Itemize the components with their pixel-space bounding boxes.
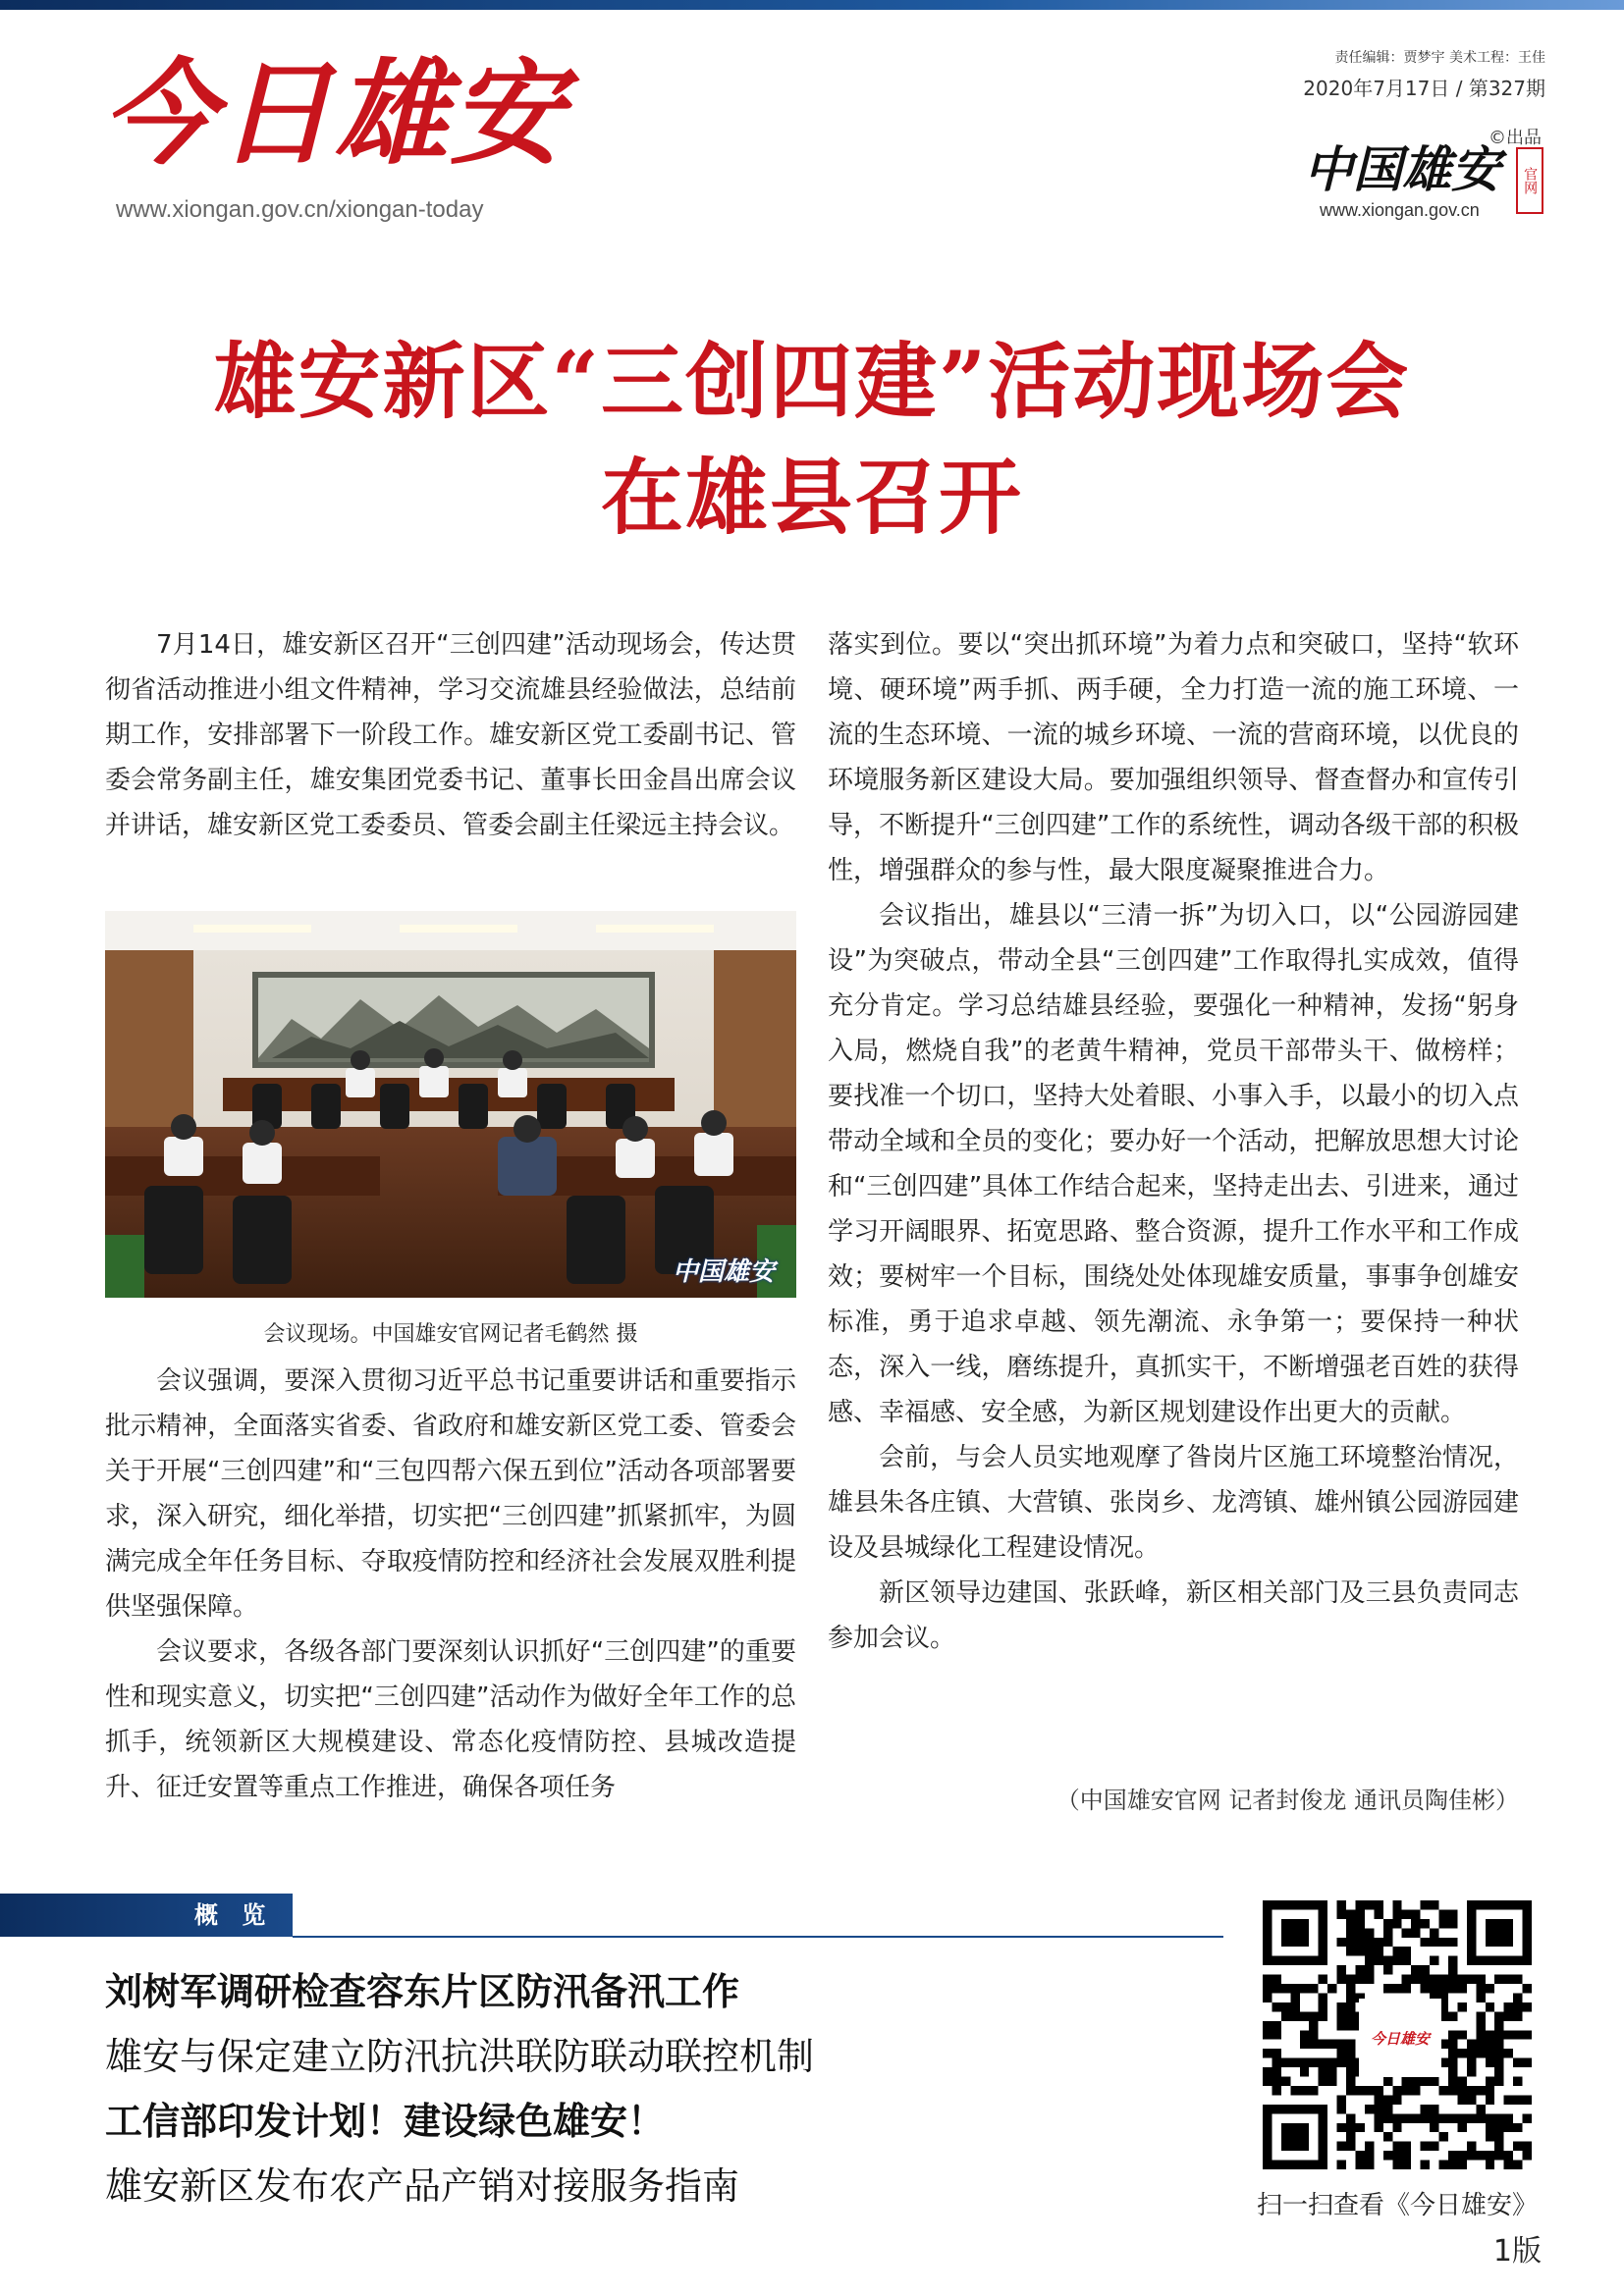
- photo-watermark: 中国雄安: [672, 1257, 775, 1287]
- overview-label: 概 览: [194, 1901, 274, 1929]
- article-paragraph-continued: [828, 622, 1519, 893]
- article-paragraph: 7月14日，雄安新区召开“三创四建”活动现场会，传达贯彻省活动推进小组文件精神，学习交流雄县经验做法，总结前期工作，安排部署下一阶段工作。雄安新区党工委副书记、管委会常务副主任，雄安集团党委书记、董事长田金昌出席会议并讲话，雄安新区党工委委员、管委会副主任梁远主持会议。: [105, 630, 796, 840]
- masthead-url: www.xiongan.gov.cn/xiongan-today: [116, 196, 484, 223]
- article-paragraph: 会议指出，雄县以“三清一拆”为切入口，以“公园游园建设”为突破点，带动全县“三创四建”工作取得扎实成效，值得充分肯定。学习总结雄县经验，要强化一种精神，发扬“躬身入局，燃烧自我”的老黄牛精神，党员干部带头干、做榜样；要找准一个切口，坚持大处着眼、小事入手，以最小的切入点带动全域和全员的变化；要办好一个活动，把解放思想大讨论和“三创四建”具体工作结合起来，坚持走出去、引进来，通过学习开阔眼界、拓宽思路、整合资源，提升工作水平和工作成效；要树牢一个目标，围绕处处体现雄安质量，事事争创雄安标准，勇于追求卓越、领先潮流、永争第一；要保持一种状态，深入一线，磨练提升，真抓实干，不断增强老百姓的获得感、幸福感、安全感，为新区规划建设作出更大的贡献。: [828, 901, 1519, 1427]
- produced-by-label: ©出品: [1489, 128, 1542, 148]
- headline: [0, 324, 1624, 556]
- overview-link-1[interactable]: 刘树军调研检查容东片区防汛备汛工作: [105, 1970, 740, 2013]
- issue-date: 2020年7月17日 / 第327期: [1303, 77, 1545, 100]
- photo-caption: 会议现场。中国雄安官网记者毛鹤然 摄: [263, 1322, 638, 1347]
- article-paragraph: 新区领导边建国、张跃峰，新区相关部门及三县负责同志参加会议。: [828, 1578, 1519, 1653]
- overview-link-2[interactable]: 雄安与保定建立防汛抗洪联防联动联控机制: [105, 2035, 815, 2078]
- qr-center-label: 今日雄安: [1370, 2029, 1430, 2048]
- headline-line-2: 在雄县召开: [600, 449, 1023, 546]
- masthead-logo: 今日雄安: [102, 47, 566, 181]
- overview-link-3[interactable]: 工信部印发计划！建设绿色雄安！: [105, 2100, 666, 2143]
- meeting-photo: [105, 911, 796, 1298]
- article-paragraph: 会前，与会人员实地观摩了昝岗片区施工环境整治情况，雄县朱各庄镇、大营镇、张岗乡、龙湾镇、雄州镇公园游园建设及县城绿化工程建设情况。: [828, 1443, 1519, 1563]
- article-credit: （中国雄安官网 记者封俊龙 通讯员陶佳彬）: [1056, 1787, 1519, 1814]
- article-column-right: [828, 622, 1519, 1661]
- qr-center-logo: [1359, 1999, 1441, 2077]
- article-paragraph-start: [105, 1629, 796, 1810]
- page-number: 1版: [1492, 2234, 1542, 2269]
- overview-divider: [293, 1936, 1223, 1938]
- brand-logo: 中国雄安: [1304, 140, 1500, 198]
- brand-url: www.xiongan.gov.cn: [1320, 200, 1480, 220]
- editor-credit: 责任编辑：贾梦宇 美术工程：王佳: [1334, 50, 1545, 66]
- brand-seal-text: 官网: [1522, 167, 1539, 194]
- article-paragraph-part: 落实到位。要以“突出抓环境”为着力点和突破口，坚持“软环境、硬环境”两手抓、两手硬，全力打造一流的施工环境、一流的生态环境、一流的城乡环境、一流的营商环境，以优良的环境服务新区建设大局。要加强组织领导、督查督办和宣传引导，不断提升“三创四建”工作的系统性，调动各级干部的积极性，增强群众的参与性，最大限度凝聚推进合力。: [828, 630, 1519, 885]
- headline-line-1: 雄安新区“三创四建”活动现场会: [213, 333, 1411, 430]
- article-paragraph: 会议强调，要深入贯彻习近平总书记重要讲话和重要指示批示精神，全面落实省委、省政府和雄安新区党工委、管委会关于开展“三创四建”和“三包四帮六保五到位”活动各项部署要求，深入研究，细化举措，切实把“三创四建”抓紧抓牢，为圆满完成全年任务目标、夺取疫情防控和经济社会发展双胜利提供坚强保障。: [105, 1366, 796, 1622]
- qr-caption: 扫一扫查看《今日雄安》: [1256, 2191, 1538, 2220]
- article-column-left: [105, 622, 796, 848]
- top-accent-bar: [0, 0, 1624, 10]
- overview-link-4[interactable]: 雄安新区发布农产品产销对接服务指南: [105, 2164, 740, 2208]
- meeting-photo-image: [105, 911, 796, 1298]
- brand-seal: [1516, 147, 1543, 214]
- article-column-left-lower: [105, 1359, 796, 1810]
- article-paragraph-part: 会议要求，各级各部门要深刻认识抓好“三创四建”的重要性和现实意义，切实把“三创四建”活动作为做好全年工作的总抓手，统领新区大规模建设、常态化疫情防控、县城改造提升、征迁安置等重点工作推进，确保各项任务: [105, 1637, 796, 1802]
